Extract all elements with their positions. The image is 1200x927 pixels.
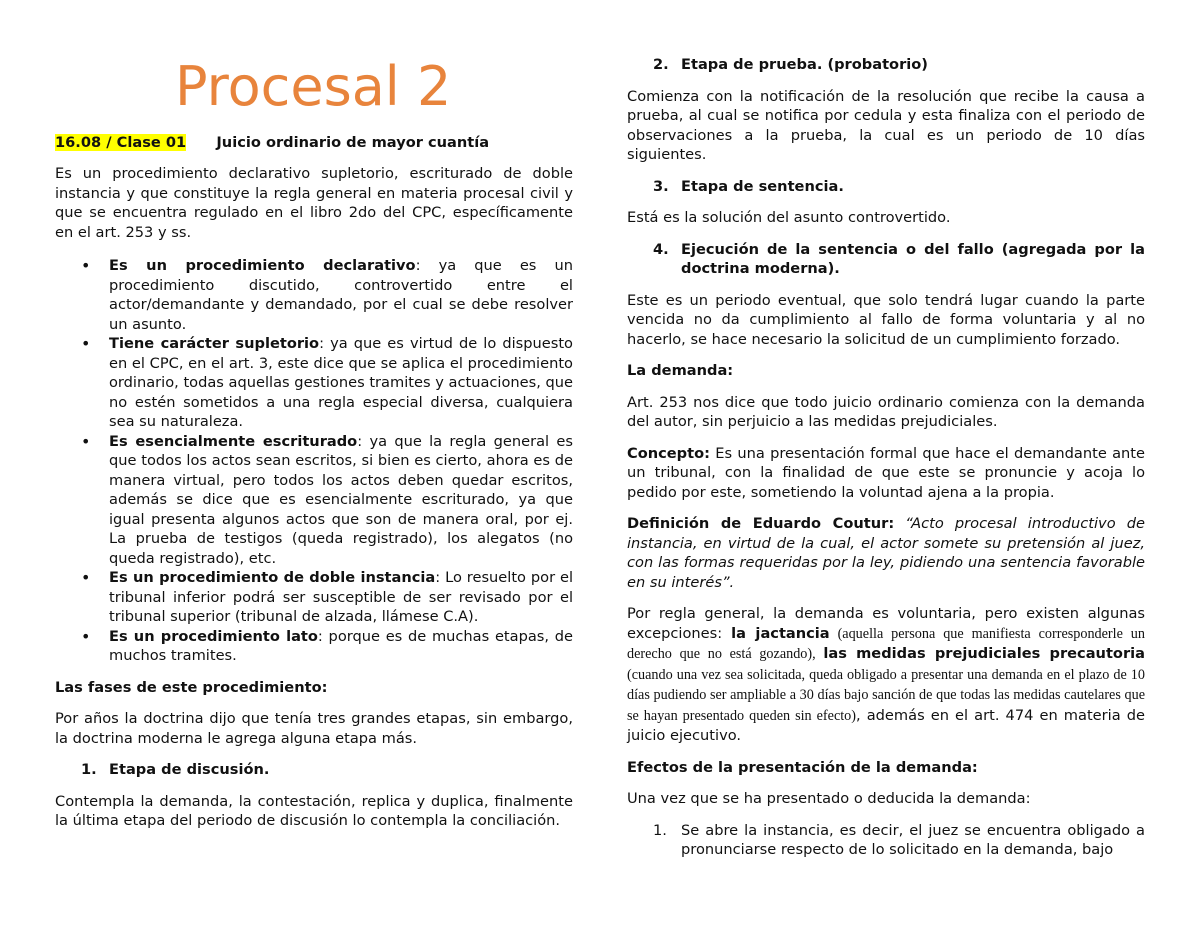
list-item: • Es esencialmente escriturado: ya que la regla general es que todos los actos sean escritos, si bien es cierto, ahora es de manera virtual, pero todos los actos deben quedar escritos, además se dice que es esencialmente escriturado, ya que igual presenta algunos actos que son de manera oral, por ej. La prueba de testigos (queda registrado), los alegatos (no queda registrado), etc. [55,432,573,569]
etapa-1: 1. Etapa de discusión. [81,761,270,778]
list-item: • Es un procedimiento declarativo: ya que es un procedimiento discutido, controvertido entre el actor/demandante y demandado, por el cual se debe resolver un asunto. [55,256,573,334]
efectos-heading: Efectos de la presentación de la demanda: [627,758,978,776]
intro-paragraph: Es un procedimiento declarativo supletorio, escriturado de doble instancia y que constituye la regla general en materia procesal civil y que se encuentra regulado en el libro 2do del CPC, específicamente en el art. 253 y ss. [55,165,573,241]
regla-paragraph: Por regla general, la demanda es voluntaria, pero existen algunas excepciones: la jactancia (aquella persona que manifiesta corresponderle un derecho que no está gozando), las medidas prejudiciales precautoria (cuando una vez sea solicitada, queda obligado a presentar una demanda en el plazo de 10 días pudiendo ser ampliable a 30 días bajo sanción de que todas las medidas cautelares que se hayan presentado queden sin efecto), además en el art. 474 en materia de juicio ejecutivo. [627,605,1145,744]
efectos-intro: Una vez que se ha presentado o deducida la demanda: [627,790,1031,807]
class-topic: Juicio ordinario de mayor cuantía [216,134,490,151]
etapa-1-title: Etapa de discusión. [109,761,270,778]
etapa-3: 3. Etapa de sentencia. [653,177,844,195]
demanda-text: Art. 253 nos dice que todo juicio ordinario comienza con la demanda del autor, sin perjuicio a las medidas prejudiciales. [627,393,1145,430]
fases-intro: Por años la doctrina dijo que tenía tres grandes etapas, sin embargo, la doctrina moderna le agrega alguna etapa más. [55,710,573,747]
etapa-4: 4. Ejecución de la sentencia o del fallo (agregada por la doctrina moderna). [653,240,1145,277]
etapa-2: 2. Etapa de prueba. (probatorio) [653,56,928,73]
demanda-heading: La demanda: [627,362,734,379]
definicion-paragraph: Definición de Eduardo Coutur: “Acto procesal introductivo de instancia, en virtud de la cual, el actor somete su pretensión al juez, con las formas requeridas por la ley, pidiendo una sentencia favorable en su interés”. [627,515,1145,591]
class-header [55,134,489,151]
etapa-4-title: Ejecución de la sentencia o del fallo (agregada por la doctrina moderna). [681,240,1145,277]
list-item: • Tiene carácter supletorio: ya que es virtud de lo dispuesto en el CPC, en el art. 3, este dice que se aplica el procedimiento ordinario, todas aquellas gestiones tramites y actuaciones, que no estén sometidos a una regla especial diversa, cualquiera sea su naturaleza. [55,334,573,432]
etapa-3-text: Está es la solución del asunto controvertido. [627,209,951,226]
efecto-1-text: Se abre la instancia, es decir, el juez se encuentra obligado a pronunciarse respecto de lo solicitado en la demanda, bajo [681,821,1145,858]
right-column [627,55,1145,860]
page-title: Procesal 2 [175,55,452,118]
efecto-1: 1. Se abre la instancia, es decir, el juez se encuentra obligado a pronunciarse respecto de lo solicitado en la demanda, bajo [653,821,1145,858]
characteristics-list [55,256,573,666]
etapa-4-text: Este es un periodo eventual, que solo tendrá lugar cuando la parte vencida no da cumplimiento al fallo de forma voluntaria y al no hacerlo, se hace necesario la solicitud de un cumplimiento forzado. [627,291,1145,348]
class-date: 16.08 / Clase 01 [55,134,187,151]
list-item: • Es un procedimiento lato: porque es de muchas etapas, de muchos tramites. [55,627,573,666]
left-column [55,164,573,831]
list-item: • Es un procedimiento de doble instancia: Lo resuelto por el tribunal inferior podrá ser susceptible de ser revisado por el tribunal superior (tribunal de alzada, llámese C.A). [55,568,573,627]
etapa-1-text: Contempla la demanda, la contestación, replica y duplica, finalmente la última etapa del periodo de discusión lo contempla la conciliación. [55,792,573,829]
etapa-2-text: Comienza con la notificación de la resolución que recibe la causa a prueba, al cual se notifica por cedula y esta finaliza con el periodo de observaciones a la prueba, la cual es un periodo de 10 días siguientes. [627,87,1145,163]
fases-heading: Las fases de este procedimiento: [55,678,328,696]
concepto-paragraph: Concepto: Es una presentación formal que hace el demandante ante un tribunal, con la finalidad de que este se pronuncie y acoja lo pedido por este, sometiendo la voluntad ajena a la propia. [627,444,1145,501]
etapa-3-title: Etapa de sentencia. [681,177,844,195]
etapa-2-title: Etapa de prueba. (probatorio) [681,56,928,73]
